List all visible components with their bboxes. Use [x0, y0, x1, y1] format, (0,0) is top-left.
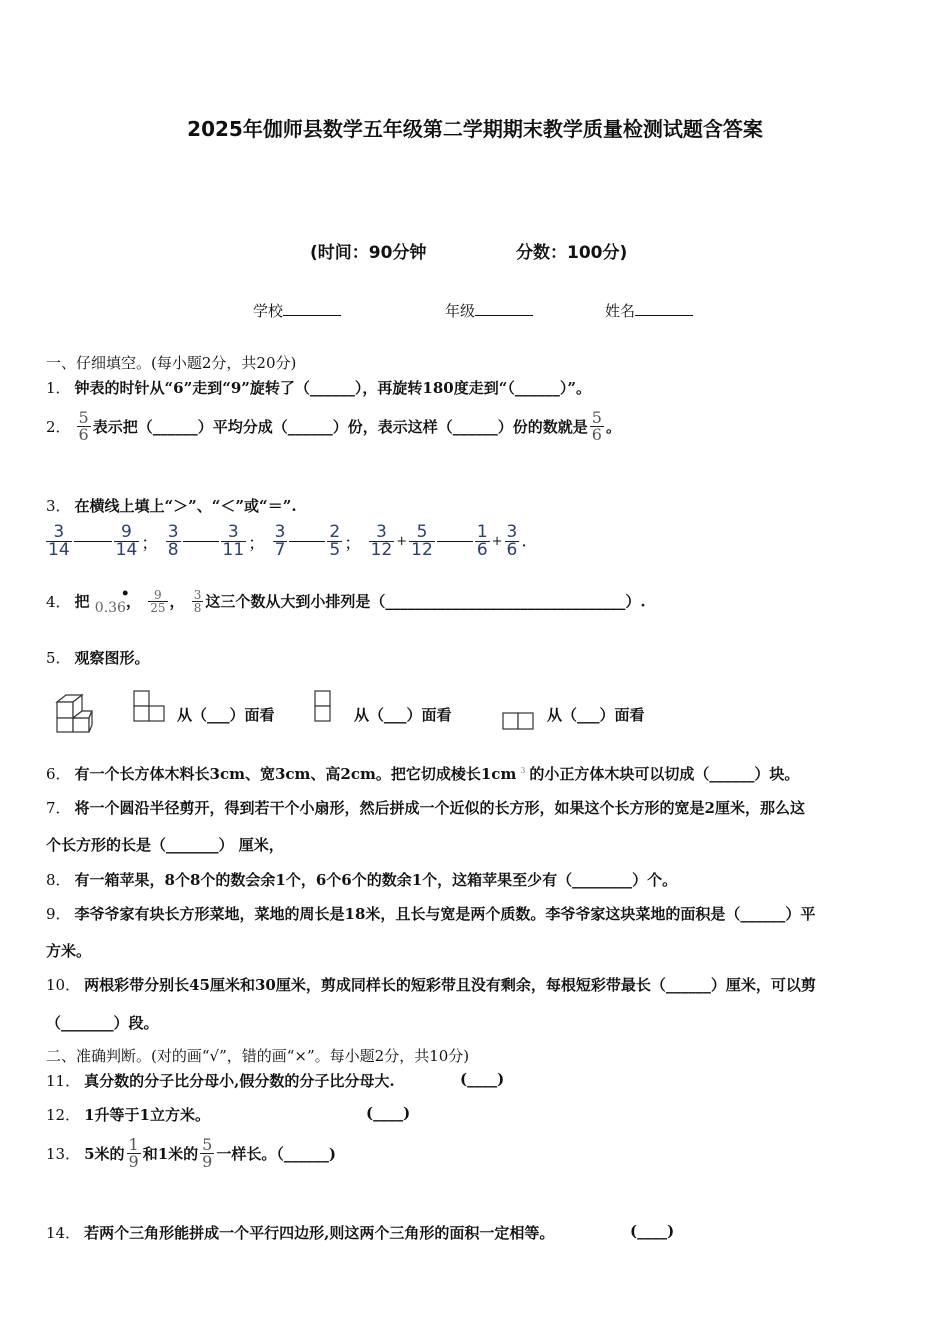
q1-number: 1． — [46, 379, 71, 397]
q9-number: 9． — [46, 905, 71, 923]
question-3 — [46, 495, 297, 516]
q10-line2: （_______）段。 — [46, 1014, 159, 1032]
q3-item4-a2: $\frac{5}{12}$ — [411, 522, 433, 560]
cube-stack-figure — [52, 692, 96, 734]
q14-text: 若两个三角形能拼成一个平行四边形,则这两个三角形的面积一定相等。 — [84, 1224, 555, 1242]
q7-number: 7． — [46, 799, 71, 817]
q4-number: 4． — [46, 592, 71, 611]
q4-fraction-1: $\frac{9}{25}$ — [150, 587, 166, 615]
question-14 — [46, 1222, 554, 1243]
q4-comma: ， — [125, 592, 141, 611]
q4-comma: ， — [169, 592, 185, 611]
q3-sep: ； — [344, 534, 362, 554]
exam-time: (时间：90分钟 — [310, 243, 427, 263]
view-label-1: 从（___）面看 — [177, 706, 275, 724]
q5-text: 观察图形。 — [74, 649, 150, 667]
q3-item1-left: $\frac{3}{14}$ — [48, 522, 70, 560]
question-5 — [46, 647, 150, 668]
q3-item4-a1: $\frac{3}{12}$ — [370, 522, 393, 560]
q2-number: 2． — [46, 418, 71, 436]
name-label: 姓名 — [605, 302, 636, 320]
school-label: 学校 — [253, 302, 284, 320]
q3-item1-right: $\frac{9}{14}$ — [115, 522, 138, 560]
view-label-2: 从（___）面看 — [354, 706, 452, 724]
view-label-3: 从（___）面看 — [547, 706, 645, 724]
q9-line2: 方米。 — [46, 942, 92, 960]
q13-fraction-1: $\frac{1}{9}$ — [128, 1135, 139, 1171]
q14-blank[interactable]: (____) — [630, 1222, 675, 1240]
q2-end: 。 — [605, 418, 621, 436]
view-figure-2 — [314, 690, 332, 724]
question-7 — [46, 797, 805, 818]
q3-number: 3． — [46, 497, 71, 515]
q12-blank[interactable]: (____) — [366, 1104, 411, 1122]
q3-comparisons — [44, 524, 527, 559]
q4-text: 这三个数从大到小排列是（________________________________）. — [205, 592, 646, 611]
question-2 — [46, 410, 621, 443]
question-12 — [46, 1104, 210, 1125]
q7-line2: 个长方形的长是（_______） 厘米， — [46, 836, 284, 854]
q2-text: 表示把（______）平均分成（______）份，表示这样（______）份的数就是 — [92, 418, 588, 436]
question-10 — [46, 974, 816, 995]
q11-number: 11． — [46, 1072, 81, 1090]
q3-sep: ； — [141, 534, 159, 554]
q3-item4-b2: $\frac{3}{6}$ — [506, 522, 518, 560]
q3-blank-3[interactable] — [289, 541, 325, 542]
q11-text: 真分数的分子比分母小,假分数的分子比分母大. — [84, 1072, 395, 1090]
q3-blank-2[interactable] — [183, 541, 219, 542]
q3-sep: ； — [248, 534, 266, 554]
q3-item3-right: $\frac{2}{5}$ — [329, 522, 341, 560]
question-8 — [46, 869, 677, 890]
q11-blank[interactable]: (____) — [460, 1070, 505, 1088]
q2-fraction-b: $\frac{5}{6}$ — [591, 408, 602, 444]
q3-blank-1[interactable] — [74, 541, 112, 542]
q3-blank-4[interactable] — [437, 541, 473, 542]
q3-plus: + — [491, 534, 503, 549]
q3-item2-right: $\frac{3}{11}$ — [222, 522, 245, 560]
q13-text-3: 一样长。（______) — [216, 1145, 336, 1163]
q7-line1: 将一个圆沿半径剪开，得到若干个小扇形，然后拼成一个近似的长方形，如果这个长方形的宽是2厘米，那么这 — [74, 799, 805, 817]
exam-score: 分数：100分) — [516, 243, 628, 263]
q6-number: 6． — [46, 765, 71, 783]
q1-text: 钟表的时针从“6”走到“9”旋转了（______），再旋转180度走到“（______）”。 — [74, 379, 592, 397]
q10-line1: 两根彩带分别长45厘米和30厘米，剪成同样长的短彩带且没有剩余，每根短彩带最长（______）厘米，可以剪 — [84, 976, 816, 994]
q3-plus: + — [396, 534, 408, 549]
q12-text: 1升等于1立方米。 — [84, 1106, 210, 1124]
q13-number: 13． — [46, 1145, 81, 1163]
q4-repeating-decimal: 0.36 • — [94, 586, 130, 616]
section1-heading: 一、仔细填空。(每小题2分，共20分) — [46, 354, 297, 372]
question-9 — [46, 903, 815, 924]
q13-text-2: 和1米的 — [142, 1145, 199, 1163]
q10-number: 10． — [46, 976, 81, 994]
q3-item3-left: $\frac{3}{7}$ — [274, 522, 286, 560]
school-field — [253, 300, 341, 321]
q5-number: 5． — [46, 649, 71, 667]
q8-number: 8． — [46, 871, 71, 889]
grade-label: 年级 — [445, 302, 476, 320]
question-13 — [46, 1137, 336, 1170]
q4-fraction-2: $\frac{3}{8}$ — [193, 587, 202, 615]
q12-number: 12． — [46, 1106, 81, 1124]
q3-item2-left: $\frac{3}{8}$ — [167, 522, 179, 560]
question-6 — [46, 763, 799, 784]
q14-number: 14． — [46, 1224, 81, 1242]
name-blank[interactable] — [635, 315, 693, 316]
q3-end: . — [521, 531, 527, 552]
q6-superscript: 3 — [520, 766, 526, 775]
name-field — [605, 300, 693, 321]
section2-heading: 二、准确判断。(对的画“√”，错的画“×”。每小题2分，共10分) — [46, 1047, 470, 1065]
page-title: 2025年伽师县数学五年级第二学期期末教学质量检测试题含答案 — [187, 117, 763, 141]
grade-field — [445, 300, 533, 321]
q6-text: 有一个长方体木料长3cm、宽3cm、高2cm。把它切成棱长1cm — [74, 765, 517, 783]
q8-text: 有一箱苹果，8个8个的数会余1个，6个6个的数余1个，这箱苹果至少有（________）个。 — [74, 871, 678, 889]
view-figure-1 — [133, 690, 167, 724]
q4-prefix: 把 — [74, 592, 90, 611]
question-1 — [46, 377, 591, 398]
q13-text-1: 5米的 — [84, 1145, 125, 1163]
q6-text2: 的小正方体木块可以切成（______）块。 — [529, 765, 800, 783]
grade-blank[interactable] — [475, 315, 533, 316]
q13-fraction-2: $\frac{5}{9}$ — [202, 1135, 213, 1171]
q2-fraction-a: $\frac{5}{6}$ — [78, 408, 89, 444]
question-4 — [46, 586, 646, 616]
q9-line1: 李爷爷家有块长方形菜地，菜地的周长是18米，且长与宽是两个质数。李爷爷家这块菜地的面积是（______）平 — [74, 905, 816, 923]
q3-text: 在横线上填上“＞”、“＜”或“＝”. — [74, 497, 297, 515]
view-figure-3 — [502, 712, 536, 732]
q3-item4-b1: $\frac{1}{6}$ — [476, 522, 488, 560]
question-11 — [46, 1070, 395, 1091]
school-blank[interactable] — [283, 315, 341, 316]
